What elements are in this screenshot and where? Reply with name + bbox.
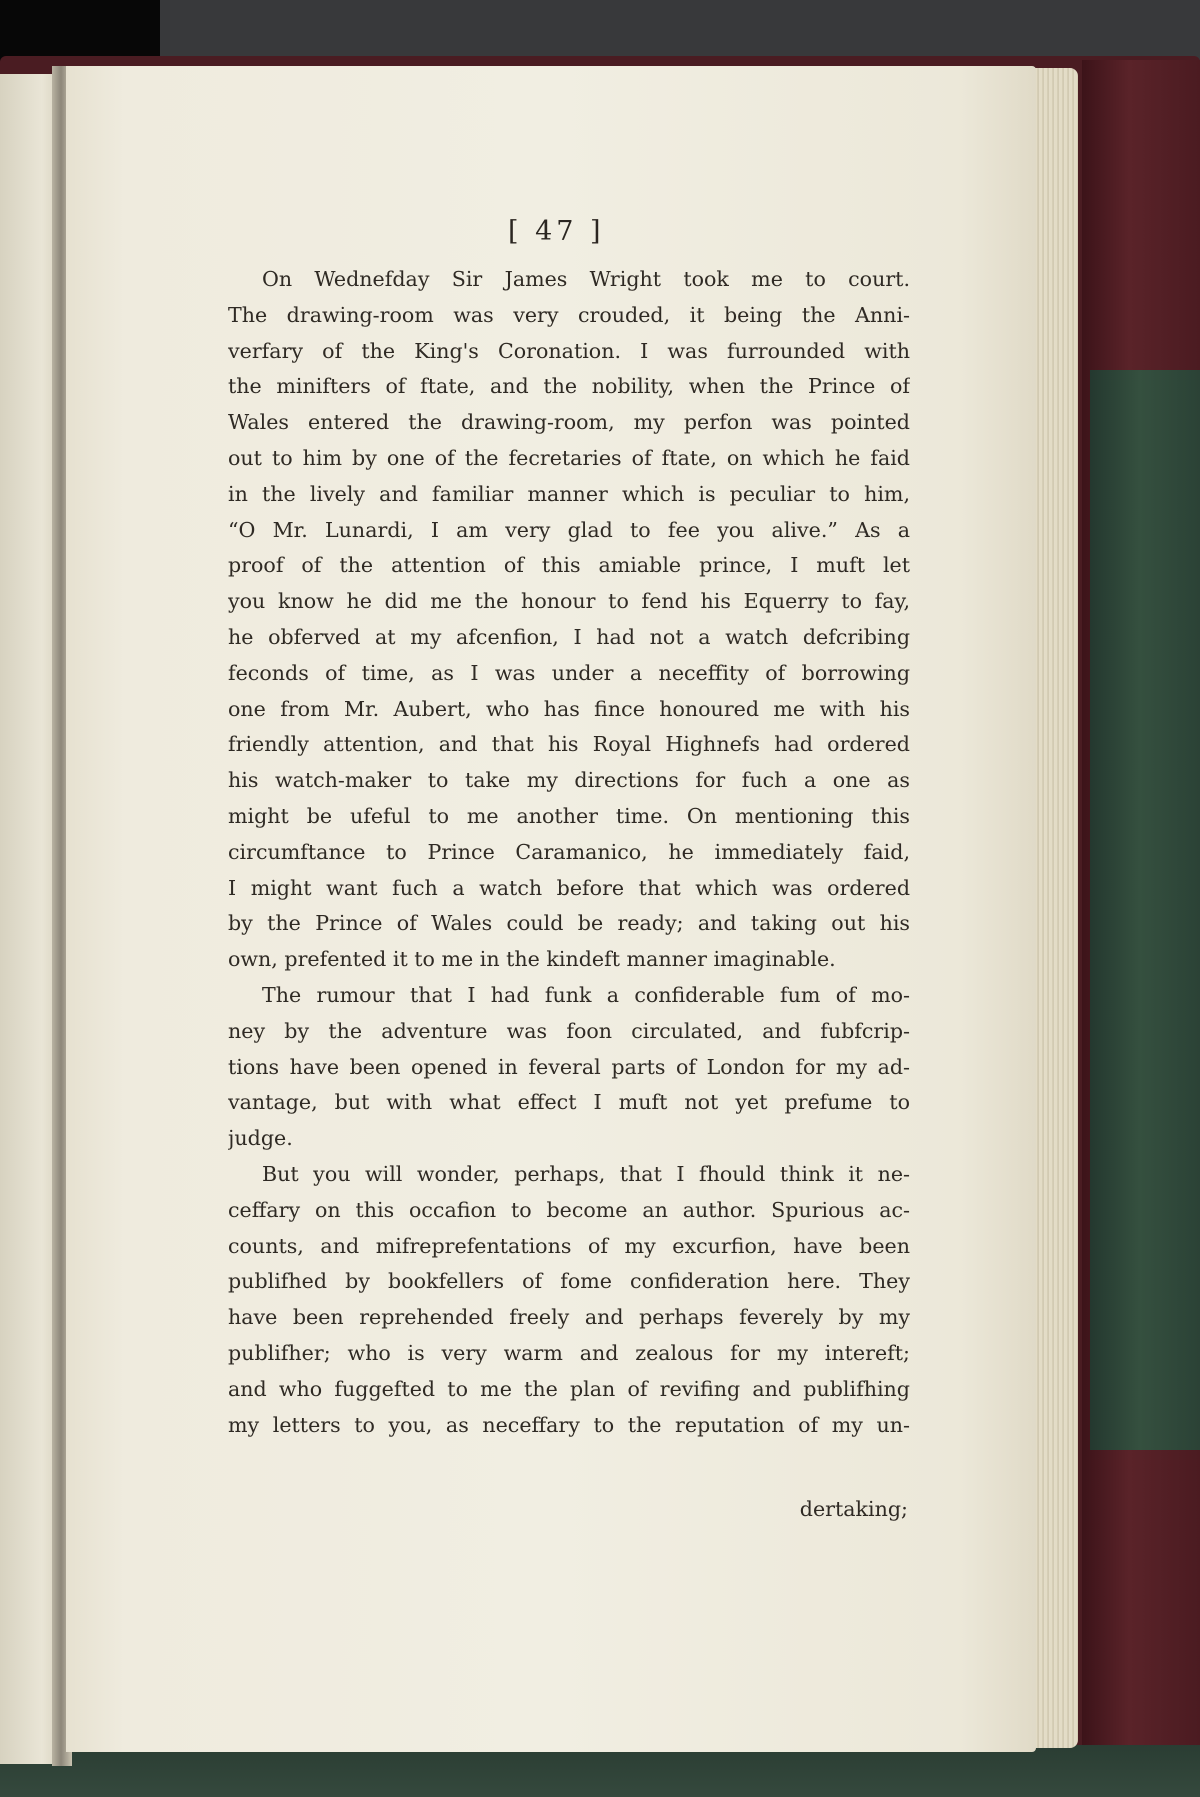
text-line: judge. [228,1126,293,1151]
text-line: ceffary on this occafion to become an author. Spurious ac- [228,1197,910,1222]
text-line: his watch-maker to take my directions for fuch a one as [228,768,910,793]
text-line: one from Mr. Aubert, who has fince honoured me with his [228,696,910,721]
text-line: my letters to you, as neceffary to the reputation of my un- [228,1412,910,1437]
body-text [228,262,910,1443]
text-line: circumftance to Prince Caramanico, he immediately faid, [228,839,910,864]
text-line: have been reprehended freely and perhaps feverely by my [228,1305,910,1330]
text-line: vantage, but with what effect I muft not yet prefume to [228,1090,910,1115]
cover-green-bottom [0,1745,1200,1797]
text-line: in the lively and familiar manner which is peculiar to him, [228,481,910,506]
backdrop-corner [0,0,160,64]
page-edges [1030,68,1078,1748]
text-line: the minifters of ftate, and the nobility, when the Prince of [228,374,910,399]
text-line: “O Mr. Lunardi, I am very glad to fee you alive.” As a [228,517,910,542]
recto-page [66,66,1036,1752]
text-line: publifhed by bookfellers of fome confideration here. They [228,1269,910,1294]
text-line: and who fuggefted to me the plan of revifing and publifhing [228,1376,910,1401]
text-line: out to him by one of the fecretaries of ftate, on which he faid [228,445,910,470]
verso-page-edge [0,74,60,1764]
cover-green-band [1090,370,1200,1450]
text-line: The drawing-room was very crouded, it being the Anni- [228,302,910,327]
text-line: he obferved at my afcenfion, I had not a watch defcribing [228,624,910,649]
text-line: But you will wonder, perhaps, that I fhould think it ne- [262,1161,910,1186]
text-line: The rumour that I had funk a confiderable fum of mo- [262,982,910,1007]
text-line: proof of the attention of this amiable prince, I muft let [228,553,910,578]
text-line: ney by the adventure was foon circulated, and fubfcrip- [228,1018,910,1043]
text-line: counts, and mifreprefentations of my excurfion, have been [228,1233,910,1258]
text-line: I might want fuch a watch before that which was ordered [228,875,910,900]
text-line: feconds of time, as I was under a neceffity of borrowing [228,660,910,685]
text-line: tions have been opened in feveral parts of London for my ad- [228,1054,910,1079]
text-line: verfary of the King's Coronation. I was furrounded with [228,338,910,363]
text-line: publifher; who is very warm and zealous for my intereft; [228,1340,910,1365]
text-line: On Wednefday Sir James Wright took me to court. [262,267,910,291]
catchword: dertaking; [799,1497,908,1521]
text-line: friendly attention, and that his Royal Highnefs had ordered [228,732,910,757]
text-line: might be ufeful to me another time. On mentioning this [228,803,910,828]
page-number: [ 47 ] [508,216,605,247]
text-line: by the Prince of Wales could be ready; and taking out his [228,911,910,936]
text-line: you know he did me the honour to fend his Equerry to fay, [228,589,910,614]
text-line: Wales entered the drawing-room, my perfon was pointed [228,410,910,435]
text-line: own, prefented it to me in the kindeft manner imaginable. [228,947,836,972]
